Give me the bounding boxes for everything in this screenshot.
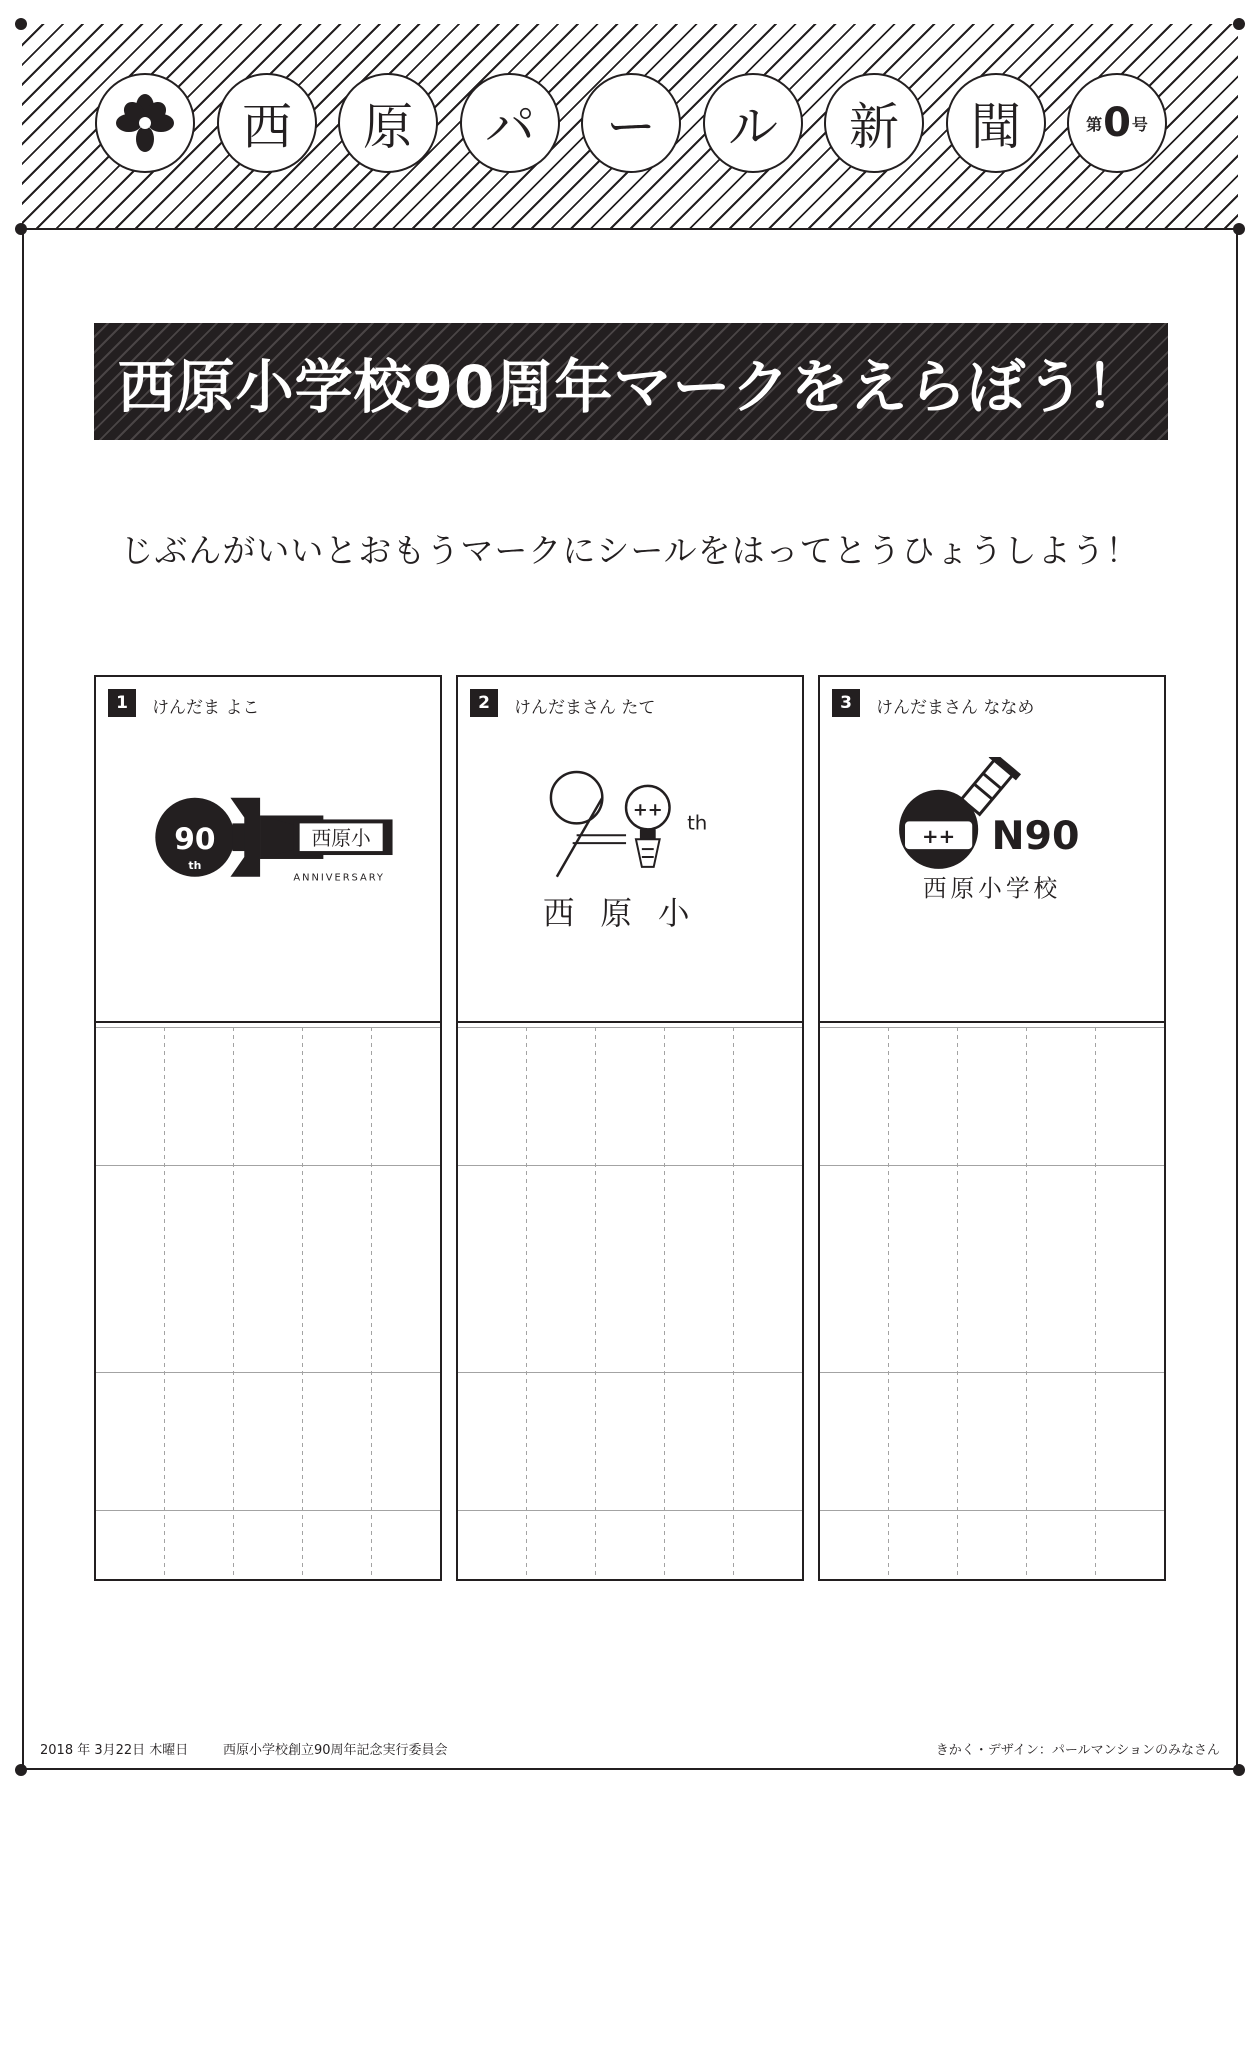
logo-text: 西 原 小 bbox=[542, 896, 698, 933]
corner-dot bbox=[15, 18, 27, 30]
headline-banner bbox=[94, 323, 1168, 440]
corner-dot bbox=[1233, 223, 1245, 235]
flower-emblem-icon bbox=[95, 73, 195, 173]
headline-text: 西原小学校90周年マークをえらぼう！ bbox=[117, 352, 1145, 421]
logo-suffix: th bbox=[687, 811, 708, 835]
corner-dot bbox=[1233, 1764, 1245, 1776]
kendama-vertical-logo bbox=[458, 757, 802, 957]
issue-number: 0 bbox=[1103, 100, 1131, 146]
corner-dot bbox=[1233, 18, 1245, 30]
footer-committee: 西原小学校創立90周年記念実行委員会 bbox=[223, 1743, 448, 1758]
footer-credit: きかく・デザイン：パールマンションのみなさん bbox=[935, 1743, 1220, 1758]
masthead-char: 聞 bbox=[946, 73, 1046, 173]
issue-suffix: 号 bbox=[1131, 114, 1148, 134]
logo-suffix: th bbox=[188, 858, 202, 872]
candidate-panel-2 bbox=[456, 675, 804, 1581]
candidate-number: 2 bbox=[470, 689, 498, 717]
masthead-char: ル bbox=[703, 73, 803, 173]
candidate-caption: けんだまさん たて bbox=[514, 698, 656, 718]
kendama-diagonal-logo bbox=[820, 757, 1164, 957]
sticker-grid[interactable] bbox=[458, 1023, 802, 1579]
issue-prefix: 第 bbox=[1086, 114, 1103, 134]
candidate-header bbox=[820, 677, 1164, 1023]
candidate-caption: けんだまさん ななめ bbox=[876, 698, 1035, 718]
issue-number-badge bbox=[1067, 73, 1167, 173]
masthead-char: 西 bbox=[217, 73, 317, 173]
masthead-char: 原 bbox=[338, 73, 438, 173]
candidate-panel-3 bbox=[818, 675, 1166, 1581]
candidate-number: 3 bbox=[832, 689, 860, 717]
instruction-text: じぶんがいいとおもうマークにシールをはってとうひょうしよう！ bbox=[120, 531, 1140, 570]
logo-number: 90 bbox=[174, 821, 216, 857]
masthead-char: ー bbox=[581, 73, 681, 173]
sticker-grid[interactable] bbox=[820, 1023, 1164, 1579]
logo-text: 西原小学校 bbox=[922, 874, 1062, 903]
logo-number: N90 bbox=[991, 813, 1080, 860]
svg-text:++: ++ bbox=[922, 825, 956, 849]
logo-sub: ANNIVERSARY bbox=[293, 872, 385, 884]
corner-dot bbox=[15, 1764, 27, 1776]
svg-text:++: ++ bbox=[632, 799, 663, 821]
footer-date: 2018 年 3月22日 木曜日 bbox=[40, 1743, 189, 1758]
candidate-number: 1 bbox=[108, 689, 136, 717]
masthead-char: パ bbox=[460, 73, 560, 173]
candidate-header bbox=[96, 677, 440, 1023]
candidate-panel-1 bbox=[94, 675, 442, 1581]
sticker-grid[interactable] bbox=[96, 1023, 440, 1579]
masthead-char: 新 bbox=[824, 73, 924, 173]
logo-text: 西原小 bbox=[311, 827, 371, 851]
kendama-horizontal-logo bbox=[96, 757, 440, 957]
corner-dot bbox=[15, 223, 27, 235]
candidate-caption: けんだま よこ bbox=[152, 698, 260, 718]
candidate-header bbox=[458, 677, 802, 1023]
